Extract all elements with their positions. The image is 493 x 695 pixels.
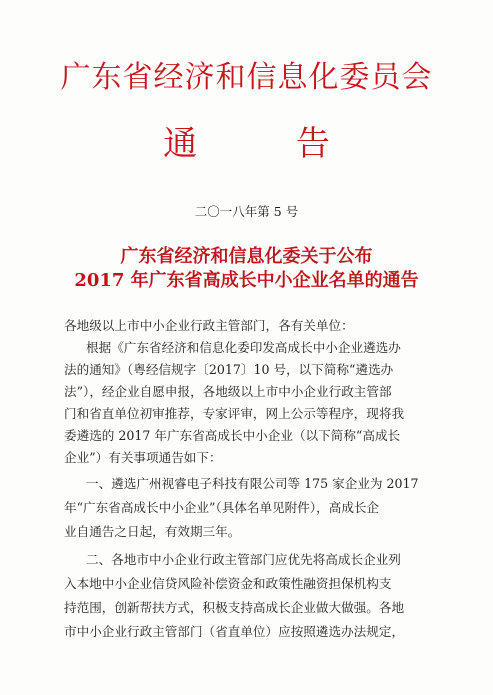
body-line: 年“广东省高成长中小企业”（具体名单见附件），高成长企: [64, 500, 380, 515]
body-line: 根据《广东省经济和信息化委印发高成长中小企业遴选办: [86, 340, 401, 355]
body-line: 持范围，创新帮扶方式，积极支持高成长企业做大做强。各地: [64, 600, 405, 615]
notice-title-line-1: 广东省经济和信息化委关于公布: [120, 246, 373, 267]
body-line: 企业”）有关事项通告如下：: [64, 450, 222, 465]
body-line: 市中小企业行政主管部门（省直单位）应按照遴选办法规定，: [64, 624, 405, 639]
document-number: 二〇一八年第 5 号: [194, 204, 299, 219]
notice-title-line-2: 2017 年广东省高成长中小企业名单的通告: [74, 270, 419, 291]
body-line: 法的通知》（粤经信规字〔2017〕10 号，以下简称“遴选办: [64, 362, 394, 377]
issuer-heading: 广东省经济和信息化委员会: [60, 60, 433, 95]
body-line: 法”），经企业自愿申报，各地级以上市中小企业行政主管部: [64, 384, 392, 399]
body-line: 委遴选的 2017 年广东省高成长中小企业（以下简称“高成长: [64, 428, 401, 443]
body-line: 二、各地市中小企业行政主管部门应优先将高成长企业列: [86, 552, 401, 567]
body-line-salutation: 各地级以上市中小企业行政主管部门，各有关单位：: [64, 318, 354, 333]
document-type-heading: 通 告: [163, 124, 374, 164]
body-line: 入本地中小企业信贷风险补偿资金和政策性融资担保机构支: [64, 576, 392, 591]
body-line: 门和省直单位初审推荐，专家评审，网上公示等程序，现将我: [64, 406, 405, 421]
body-line: 业自通告之日起，有效期三年。: [64, 524, 241, 539]
body-line: 一、遴选广州视睿电子科技有限公司等 175 家企业为 2017: [86, 476, 419, 491]
